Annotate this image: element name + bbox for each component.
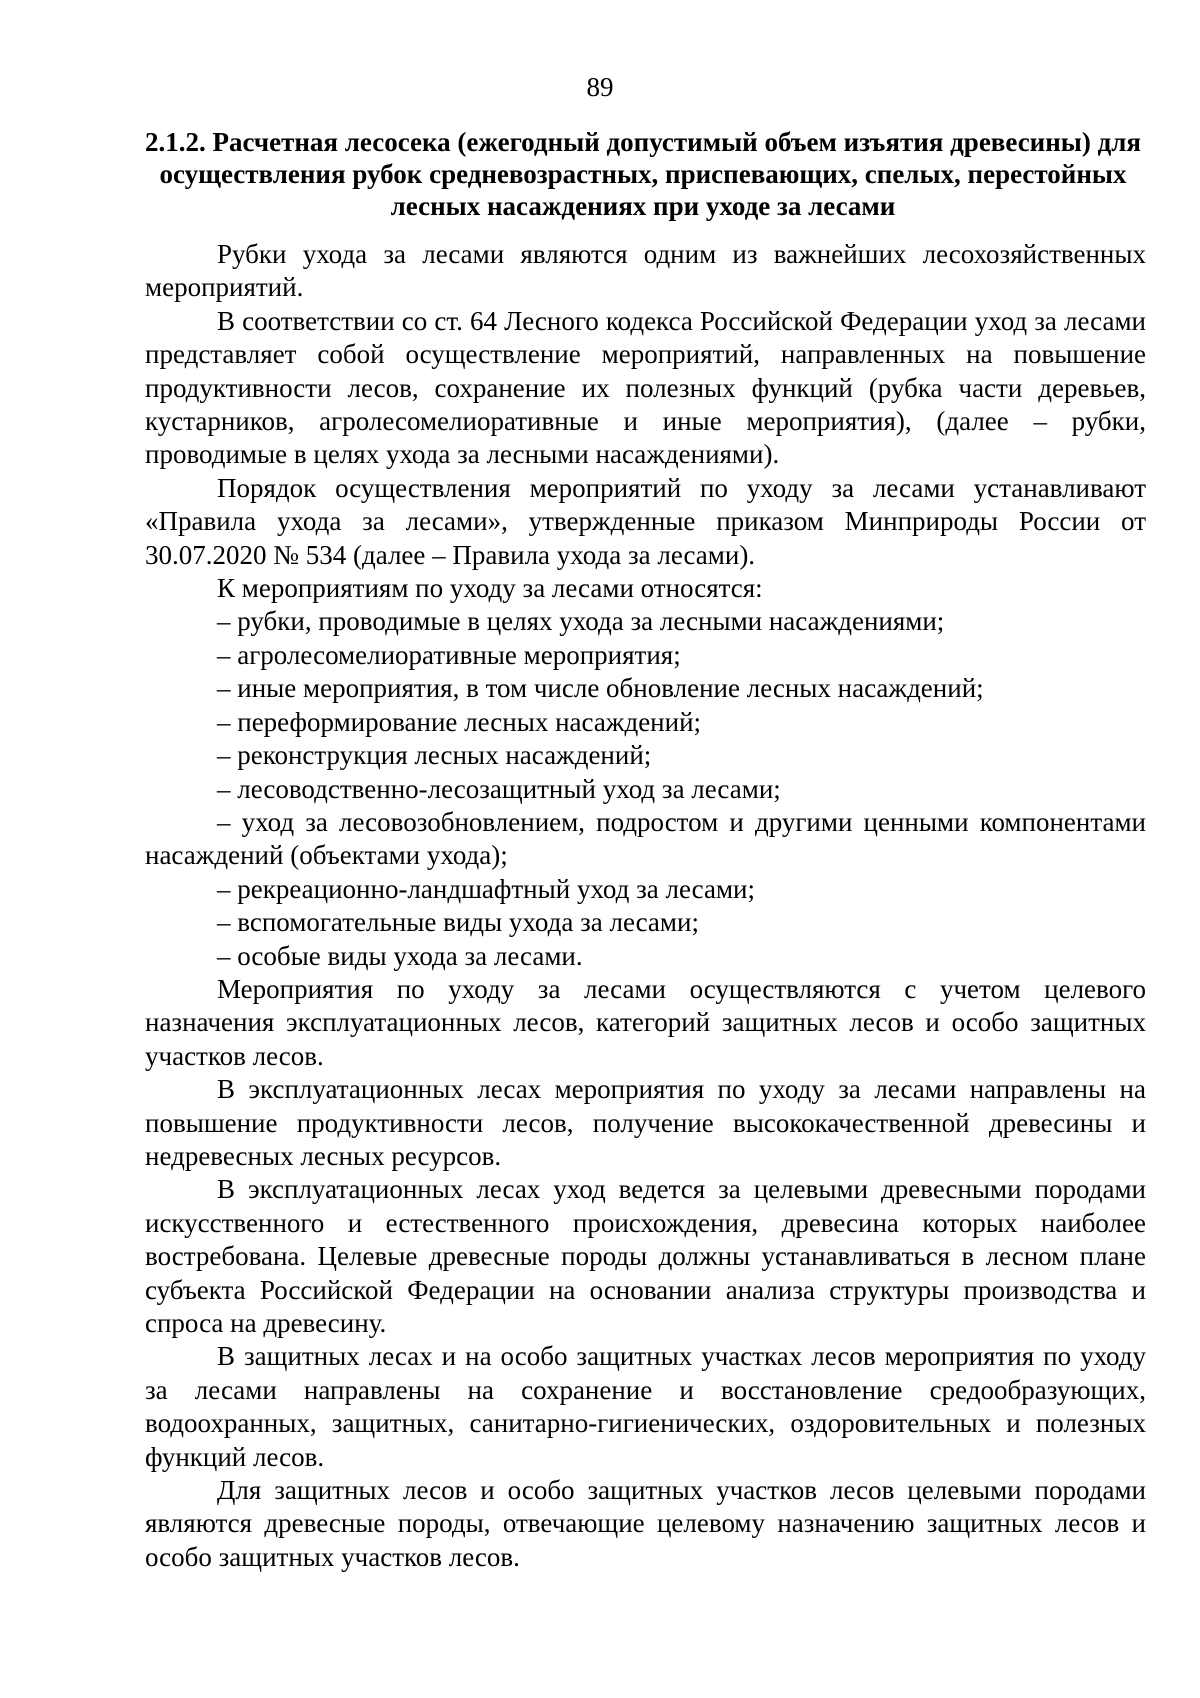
paragraph: В эксплуатационных лесах мероприятия по уходу за лесами направлены на повышение продуктивности лесов, получение высококачественной древесины и недревесных лесных ресурсов. <box>145 1074 1146 1171</box>
list-item: – особые виды ухода за лесами. <box>217 940 583 971</box>
paragraph: Порядок осуществления мероприятий по уходу за лесами устанавливают «Правила ухода за лесами», утвержденные приказом Минприроды России от 30.07.2020 № 534 (далее – Правила ухода за лесами). <box>145 472 1146 570</box>
paragraph: Мероприятия по уходу за лесами осуществляются с учетом целевого назначения эксплуатационных лесов, категорий защитных лесов и особо защитных участков лесов. <box>145 973 1146 1071</box>
page-number: 89 <box>586 72 614 102</box>
list-item: – рубки, проводимые в целях ухода за лесными насаждениями; <box>217 606 945 637</box>
body-text <box>145 238 1146 1574</box>
list-item: – лесоводственно-лесозащитный уход за лесами; <box>217 773 781 804</box>
list-item: – переформирование лесных насаждений; <box>217 706 702 737</box>
list-item: – иные мероприятия, в том числе обновление лесных насаждений; <box>217 673 984 704</box>
list-item: – вспомогательные виды ухода за лесами; <box>217 907 699 938</box>
paragraph: Для защитных лесов и особо защитных участков лесов целевыми породами являются древесные породы, отвечающие целевому назначению защитных лесов и особо защитных участков лесов. <box>145 1475 1146 1572</box>
list-item: – рекреационно-ландшафтный уход за лесами; <box>217 873 755 904</box>
paragraph: В эксплуатационных лесах уход ведется за целевыми древесными породами искусственного и естественного происхождения, древесина которых наиболее востребована. Целевые древесные породы должны устанавливаться в лесном плане субъекта Российской Федерации на основании анализа структуры производства и спроса на древесину. <box>145 1174 1146 1338</box>
paragraph: В соответствии со ст. 64 Лесного кодекса Российской Федерации уход за лесами представляет собой осуществление мероприятий, направленных на повышение продуктивности лесов, сохранение их полезных функций (рубка части деревьев, кустарников, агролесомелиоративные и иные мероприятия), (далее – рубки, проводимые в целях ухода за лесными насаждениями). <box>145 305 1146 470</box>
list-item: – реконструкция лесных насаждений; <box>217 740 652 771</box>
paragraph: Рубки ухода за лесами являются одним из важнейших лесохозяйственных мероприятий. <box>145 239 1146 303</box>
paragraph: В защитных лесах и на особо защитных участках лесов мероприятия по уходу за лесами направлены на сохранение и восстановление средообразующих, водоохранных, защитных, санитарно-гигиенических, оздоровительных и полезных функций лесов. <box>145 1341 1146 1472</box>
paragraph: К мероприятиям по уходу за лесами относятся: <box>217 573 763 604</box>
measures-list <box>145 605 1146 972</box>
list-item: – агролесомелиоративные мероприятия; <box>217 639 681 670</box>
list-item: – уход за лесовозобновлением, подростом и другими ценными компонентами насаждений (объектами ухода); <box>145 806 1146 871</box>
section-heading: 2.1.2. Расчетная лесосека (ежегодный допустимый объем изъятия древесины) для осуществления рубок средневозрастных, приспевающих, спелых, перестойных лесных насаждениях при уходе за лесами <box>144 127 1142 221</box>
